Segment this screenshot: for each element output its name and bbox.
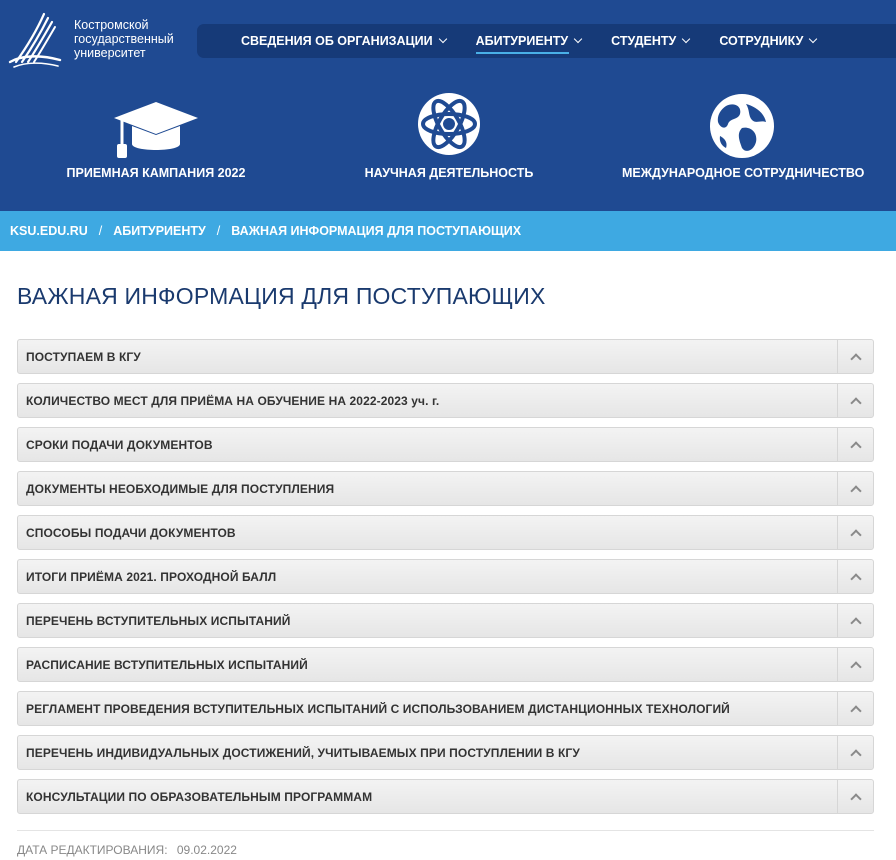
university-name-line: Костромской — [74, 18, 149, 32]
nav-item-applicant[interactable] — [476, 24, 582, 58]
accordion-item-results-2021[interactable] — [17, 559, 874, 594]
breadcrumb-separator: / — [216, 224, 221, 238]
accordion-toggle[interactable] — [837, 472, 873, 505]
nav-item-student[interactable] — [611, 24, 689, 58]
feature-links — [0, 80, 896, 200]
nav-item-label: СОТРУДНИКУ — [719, 34, 804, 48]
chevron-up-icon — [850, 793, 861, 804]
breadcrumb-home[interactable]: KSU.EDU.RU — [10, 224, 88, 238]
university-logo-link[interactable] — [8, 10, 194, 68]
nav-item-organization[interactable] — [241, 24, 446, 58]
accordion-title: РЕГЛАМЕНТ ПРОВЕДЕНИЯ ВСТУПИТЕЛЬНЫХ ИСПЫТАНИЙ С ИСПОЛЬЗОВАНИЕМ ДИСТАНЦИОННЫХ ТЕХНОЛОГИЙ — [26, 701, 730, 716]
accordion-title: СРОКИ ПОДАЧИ ДОКУМЕНТОВ — [26, 437, 213, 452]
accordion-item-submission-methods[interactable] — [17, 515, 874, 550]
edit-date-label: ДАТА РЕДАКТИРОВАНИЯ: — [17, 843, 168, 857]
breadcrumb-applicant[interactable]: АБИТУРИЕНТУ — [113, 224, 206, 238]
breadcrumb — [0, 211, 896, 251]
accordion-title: КОНСУЛЬТАЦИИ ПО ОБРАЗОВАТЕЛЬНЫМ ПРОГРАММАМ — [26, 789, 373, 804]
chevron-down-icon — [809, 35, 817, 43]
atom-icon — [417, 88, 481, 160]
accordion-toggle[interactable] — [837, 736, 873, 769]
accordion-toggle[interactable] — [837, 428, 873, 461]
university-logo-icon — [8, 10, 62, 68]
accordion-title: КОЛИЧЕСТВО МЕСТ ДЛЯ ПРИЁМА НА ОБУЧЕНИЕ НА 2022-2023 уч. г. — [26, 393, 440, 408]
university-name-line: университет — [74, 46, 146, 60]
globe-icon — [708, 92, 776, 160]
breadcrumb-separator: / — [98, 224, 103, 238]
accordion-toggle[interactable] — [837, 604, 873, 637]
feature-label: ПРИЕМНАЯ КАМПАНИЯ 2022 — [66, 166, 246, 180]
accordion-item-exam-schedule[interactable] — [17, 647, 874, 682]
accordion-title: ПЕРЕЧЕНЬ ВСТУПИТЕЛЬНЫХ ИСПЫТАНИЙ — [26, 613, 291, 628]
chevron-up-icon — [850, 353, 861, 364]
nav-item-label: СВЕДЕНИЯ ОБ ОРГАНИЗАЦИИ — [241, 34, 433, 48]
accordion-toggle[interactable] — [837, 340, 873, 373]
university-name-line: государственный — [74, 32, 174, 46]
accordion-item-consultations[interactable] — [17, 779, 874, 814]
chevron-up-icon — [850, 529, 861, 540]
accordion-title: ПОСТУПАЕМ В КГУ — [26, 349, 141, 364]
accordion-item-places[interactable] — [17, 383, 874, 418]
graduation-cap-icon — [112, 100, 200, 160]
accordion-toggle[interactable] — [837, 648, 873, 681]
accordion-toggle[interactable] — [837, 560, 873, 593]
university-name — [74, 18, 194, 60]
accordion-title: СПОСОБЫ ПОДАЧИ ДОКУМЕНТОВ — [26, 525, 236, 540]
main-nav — [197, 24, 896, 58]
feature-international[interactable] — [622, 80, 865, 180]
edit-date — [17, 843, 237, 857]
accordion-toggle[interactable] — [837, 516, 873, 549]
accordion-title: ДОКУМЕНТЫ НЕОБХОДИМЫЕ ДЛЯ ПОСТУПЛЕНИЯ — [26, 481, 335, 496]
accordion-item-deadlines[interactable] — [17, 427, 874, 462]
chevron-up-icon — [850, 485, 861, 496]
feature-research[interactable] — [349, 80, 549, 180]
accordion-toggle[interactable] — [837, 692, 873, 725]
accordion-item-entrance-exams[interactable] — [17, 603, 874, 638]
accordion-title: РАСПИСАНИЕ ВСТУПИТЕЛЬНЫХ ИСПЫТАНИЙ — [26, 657, 308, 672]
chevron-up-icon — [850, 749, 861, 760]
chevron-up-icon — [850, 661, 861, 672]
page-title: ВАЖНАЯ ИНФОРМАЦИЯ ДЛЯ ПОСТУПАЮЩИХ — [17, 283, 546, 309]
chevron-up-icon — [850, 397, 861, 408]
accordion-item-documents[interactable] — [17, 471, 874, 506]
feature-label: МЕЖДУНАРОДНОЕ СОТРУДНИЧЕСТВО — [622, 166, 865, 180]
accordion-title: ПЕРЕЧЕНЬ ИНДИВИДУАЛЬНЫХ ДОСТИЖЕНИЙ, УЧИТЫВАЕМЫХ ПРИ ПОСТУПЛЕНИИ В КГУ — [26, 745, 580, 760]
accordion-item-remote-exams[interactable] — [17, 691, 874, 726]
chevron-down-icon — [682, 35, 690, 43]
chevron-down-icon — [574, 35, 582, 43]
site-header — [0, 0, 896, 211]
breadcrumb-current: ВАЖНАЯ ИНФОРМАЦИЯ ДЛЯ ПОСТУПАЮЩИХ — [231, 224, 522, 238]
chevron-down-icon — [438, 35, 446, 43]
feature-admission-campaign[interactable] — [56, 80, 256, 180]
accordion-item-enroll[interactable] — [17, 339, 874, 374]
chevron-up-icon — [850, 573, 861, 584]
chevron-up-icon — [850, 441, 861, 452]
accordion-item-achievements[interactable] — [17, 735, 874, 770]
nav-item-label: АБИТУРИЕНТУ — [475, 34, 569, 48]
chevron-up-icon — [850, 705, 861, 716]
accordion-toggle[interactable] — [837, 384, 873, 417]
accordion-title: ИТОГИ ПРИЁМА 2021. ПРОХОДНОЙ БАЛЛ — [26, 569, 277, 584]
info-accordion — [17, 339, 874, 823]
accordion-toggle[interactable] — [837, 780, 873, 813]
edit-date-value: 09.02.2022 — [176, 843, 237, 857]
chevron-up-icon — [850, 617, 861, 628]
nav-item-employee[interactable] — [719, 24, 816, 58]
nav-item-label: СТУДЕНТУ — [611, 34, 677, 48]
feature-label: НАУЧНАЯ ДЕЯТЕЛЬНОСТЬ — [364, 166, 534, 180]
content-divider — [17, 830, 874, 831]
